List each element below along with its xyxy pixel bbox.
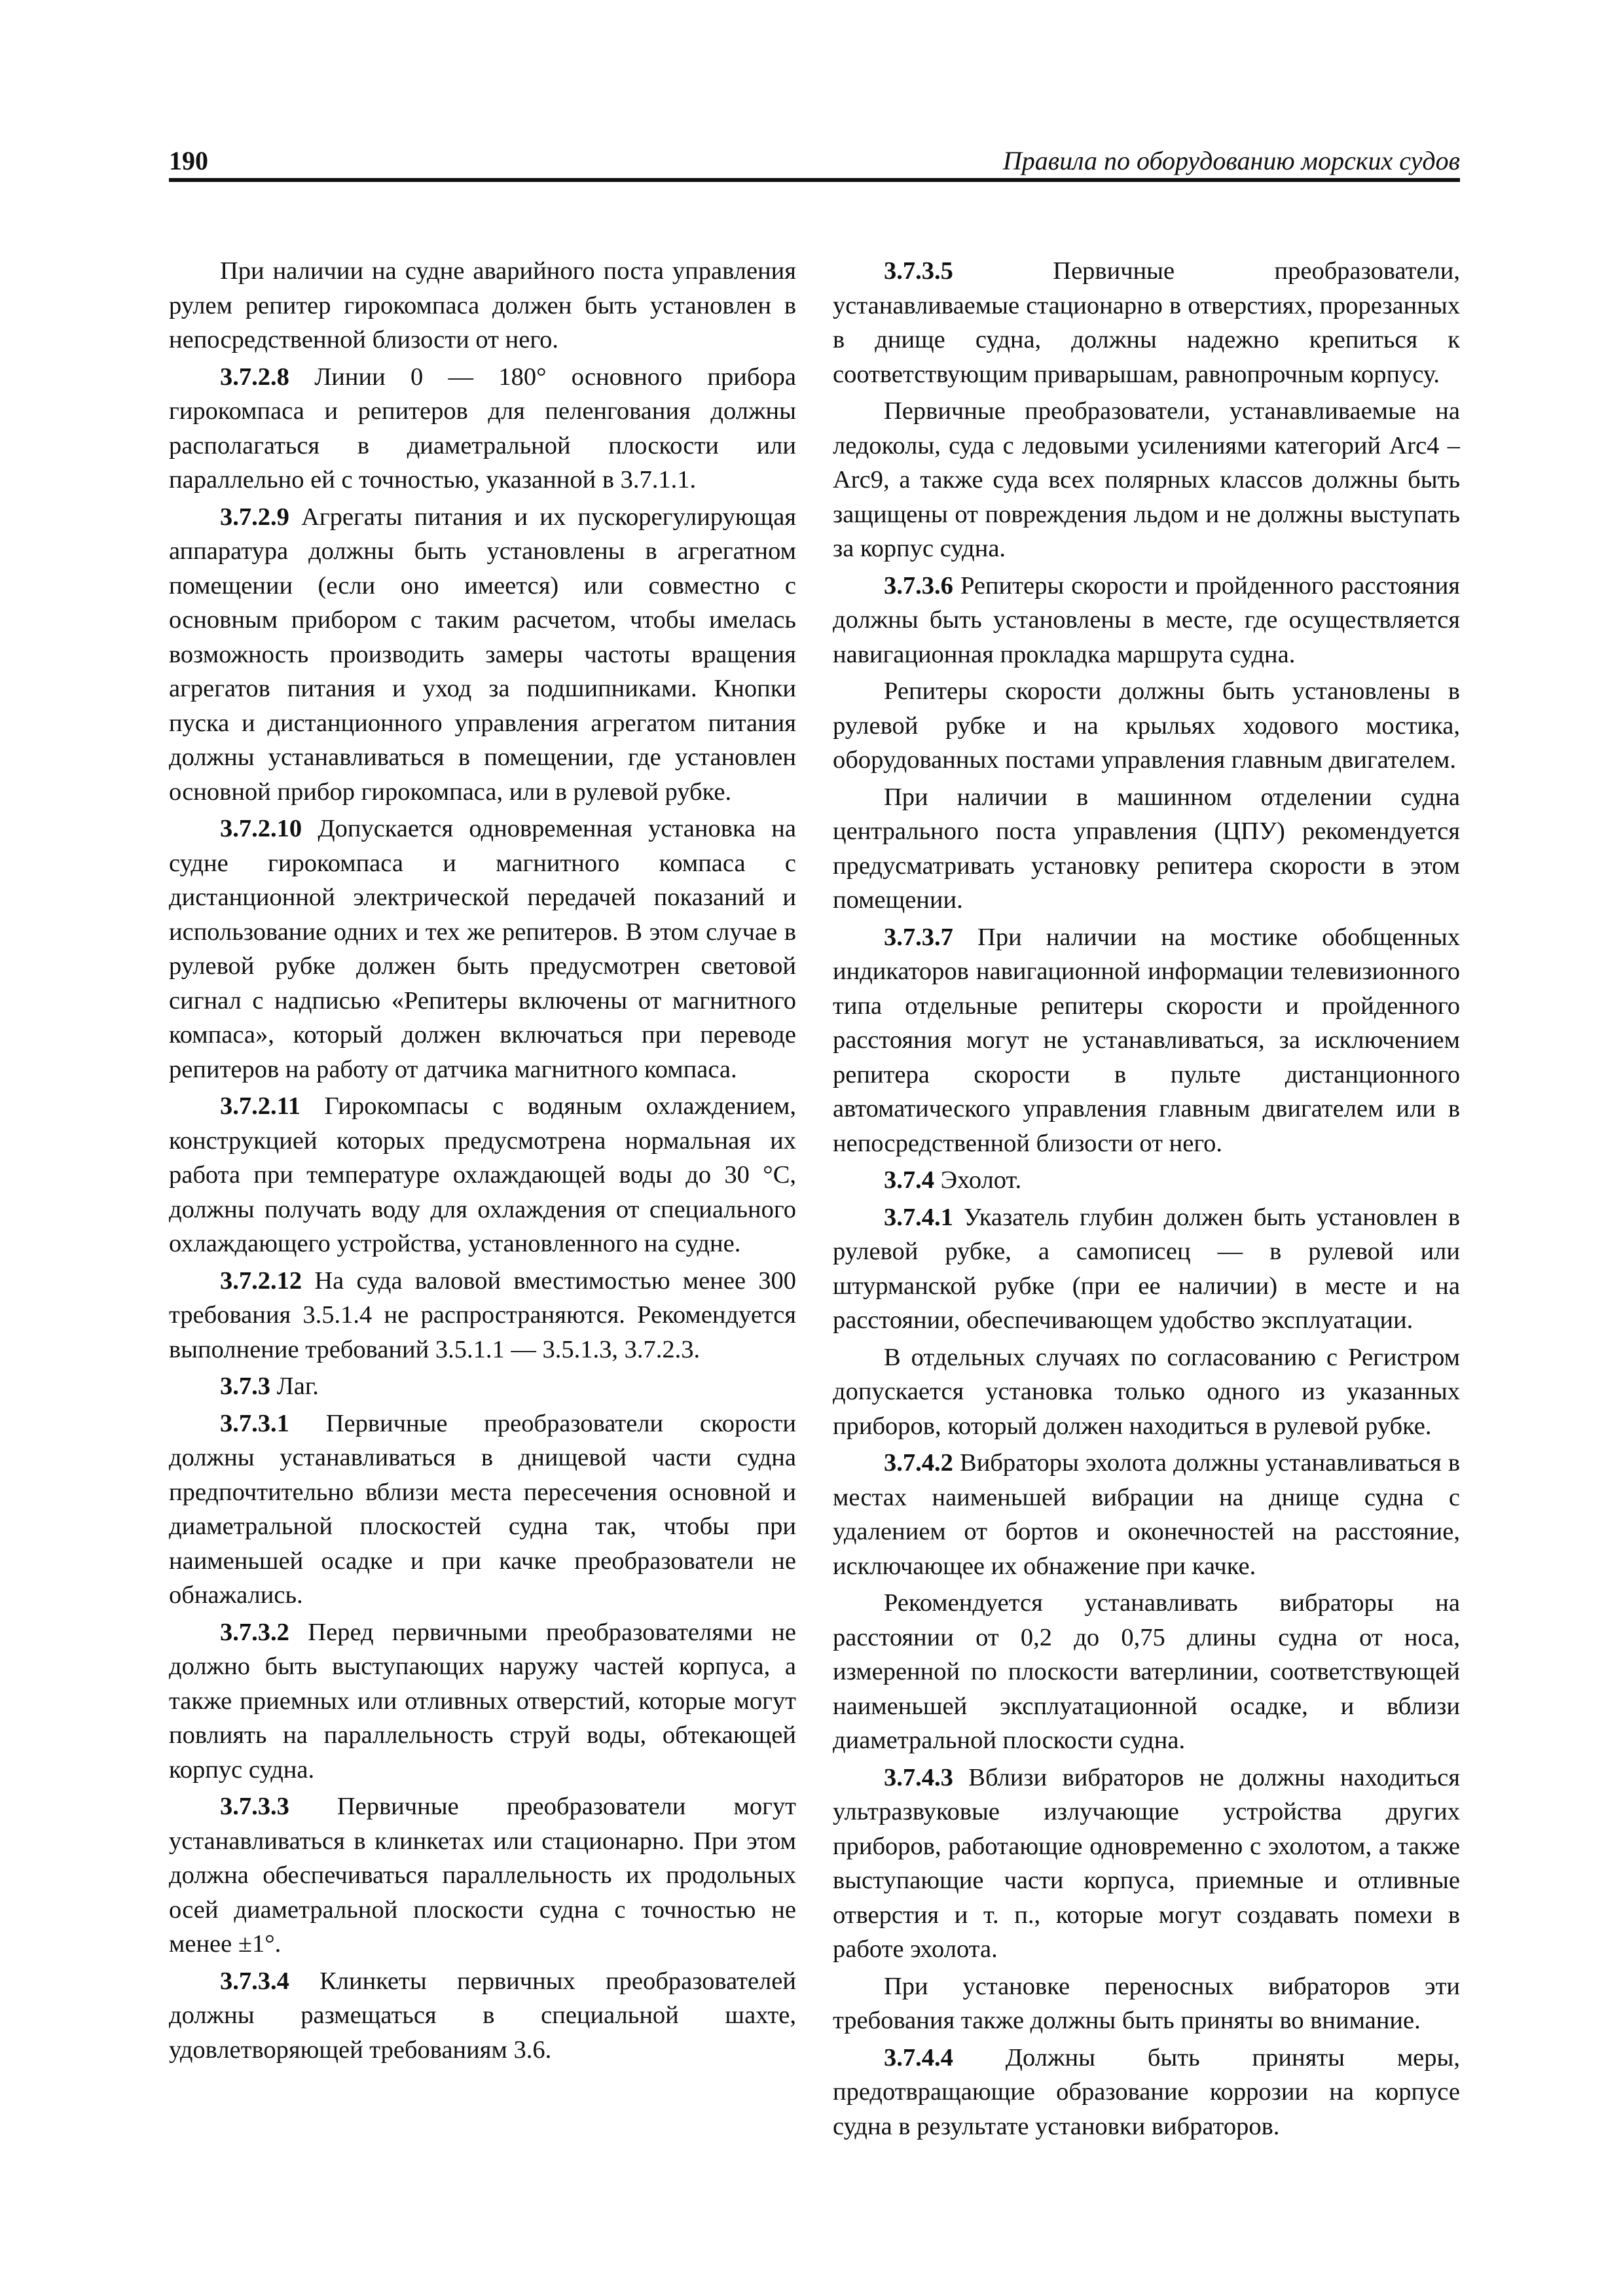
paragraph: [833, 674, 1460, 778]
paragraph: [833, 1586, 1460, 1758]
paragraph-text: Первичные преобразователи, устанавливаемые стационарно в отверстиях, прорезанных в днище судна, должны надежно крепиться к соответствующим приварышам, равнопрочным корпусу.: [833, 257, 1460, 388]
paragraph: [833, 394, 1460, 566]
paragraph: [833, 1340, 1460, 1444]
clause-number: 3.7.3.2: [220, 1618, 289, 1646]
paragraph: [833, 1446, 1460, 1583]
clause-number: 3.7.2.12: [220, 1266, 302, 1295]
paragraph: [169, 254, 796, 357]
paragraph-text: Репитеры скорости должны быть установлены в рулевой рубке и на крыльях ходового мостика, оборудованных постами управления главным двигателем.: [833, 677, 1460, 774]
clause-number: 3.7.4: [884, 1166, 934, 1194]
paragraph-text: Вибраторы эхолота должны устанавливаться в местах наименьшей вибрации на днище судна с удалением от бортов и оконечностей на расстояние, исключающее их обнажение при качке.: [833, 1449, 1460, 1580]
paragraph: [169, 1407, 796, 1613]
paragraph: [833, 1200, 1460, 1338]
paragraph-text: Эхолот.: [940, 1166, 1022, 1194]
paragraph: [833, 920, 1460, 1161]
paragraph: [833, 2041, 1460, 2144]
paragraph-text: При наличии на мостике обобщенных индикаторов навигационной информации телевизионного типа отдельные репитеры скорости и пройденного расстояния могут не устанавливаться, за исключением репитера скорости в пульте дистанционного автоматического управления главным двигателем или в непосредственной близости от него.: [833, 923, 1460, 1157]
paragraph-text: Рекомендуется устанавливать вибраторы на расстоянии от 0,2 до 0,75 длины судна от носа, измеренной по плоскости ватерлинии, соответствующей наименьшей эксплуатационной осадке, и вблизи диаметральной плоскости судна.: [833, 1589, 1460, 1754]
page-number: 190: [169, 146, 208, 175]
clause-number: 3.7.3.6: [884, 571, 953, 600]
paragraph-text: На суда валовой вместимостью менее 300 требования 3.5.1.4 не распространяются. Рекомендуется выполнение требований 3.5.1.1 — 3.5.1.3, 3.7.2.3.: [169, 1266, 797, 1363]
section-heading: [169, 1369, 796, 1404]
paragraph: [833, 780, 1460, 918]
header-rule: [169, 178, 1460, 182]
paragraph-text: Перед первичными преобразователями не должно быть выступающих наружу частей корпуса, а также приемных или отливных отверстий, которые могут повлиять на параллельность струй воды, обтекающей корпус судна.: [169, 1618, 796, 1784]
paragraph: [169, 360, 796, 497]
paragraph: [833, 1761, 1460, 1967]
paragraph-text: При установке переносных вибраторов эти требования также должны быть приняты во внимание.: [833, 1972, 1460, 2034]
paragraph-text: Первичные преобразователи могут устанавливаться в клинкетах или стационарно. При этом должна обеспечиваться параллельность их продольных осей диаметральной плоскости судна с точностью не менее ±1°.: [169, 1793, 796, 1958]
paragraph: [169, 1615, 796, 1787]
clause-number: 3.7.3.3: [220, 1793, 289, 1820]
paragraph-text: Линии 0 — 180° основного прибора гирокомпаса и репитеров для пеленгования должны располагаться в диаметральной плоскости или параллельно ей с точностью, указанной в 3.7.1.1.: [169, 363, 797, 493]
paragraph: [169, 500, 796, 810]
clause-number: 3.7.3.4: [220, 1967, 289, 1995]
left-column: [169, 254, 796, 2067]
paragraph-text: Гирокомпасы с водяным охлаждением, конструкцией которых предусмотрена нормальная их работа при температуре охлаждающей воды до 30 °С, должны получать воду для охлаждения от специального охлаждающего устройства, установленного на судне.: [169, 1092, 796, 1257]
running-title: Правила по оборудованию морских судов: [1002, 146, 1460, 175]
paragraph-text: Агрегаты питания и их пускорегулирующая аппаратура должны быть установлены в агрегатном помещении (если оно имеется) или совместно с основным прибором с таким расчетом, чтобы имелась возможность производить замеры частоты вращения агрегатов питания и уход за подшипниками. Кнопки пуска и дистанционного управления агрегатом питания должны устанавливаться в помещении, где установлен основной прибор гирокомпаса, или в рулевой рубке.: [169, 503, 796, 806]
clause-number: 3.7.3.5: [884, 257, 953, 285]
page-header: [169, 145, 1460, 182]
clause-number: 3.7.2.10: [220, 815, 302, 842]
paragraph: [169, 1964, 796, 2068]
clause-number: 3.7.4.2: [884, 1449, 953, 1477]
paragraph-text: Допускается одновременная установка на судне гирокомпаса и магнитного компаса с дистанционной электрической передачей показаний и использование одних и тех же репитеров. В этом случае в рулевой рубке должен быть предусмотрен световой сигнал с надписью «Репитеры включены от магнитного компаса», который должен включаться при переводе репитеров на работу от датчика магнитного компаса.: [169, 815, 796, 1083]
paragraph-text: Первичные преобразователи, устанавливаемые на ледоколы, суда с ледовыми усилениями категорий Arc4 – Arc9, а также суда всех полярных классов должны быть защищены от повреждения льдом и не должны выступать за корпус судна.: [833, 397, 1460, 562]
clause-number: 3.7.4.4: [884, 2043, 953, 2072]
clause-number: 3.7.3.1: [220, 1409, 289, 1437]
clause-number: 3.7.4.1: [884, 1203, 953, 1231]
paragraph-text: Указатель глубин должен быть установлен в рулевой рубке, а самописец — в рулевой или штурманской рубке (при ее наличии) в месте и на расстоянии, обеспечивающем удобство эксплуатации.: [833, 1203, 1460, 1334]
paragraph: [169, 1789, 796, 1962]
paragraph-text: Вблизи вибраторов не должны находиться ультразвуковые излучающие устройства других приборов, работающие одновременно с эхолотом, а также выступающие части корпуса, приемные и отливные отверстия и т. п., которые могут создавать помехи в работе эхолота.: [833, 1763, 1460, 1963]
paragraph: [833, 569, 1460, 672]
clause-number: 3.7.3.7: [884, 923, 953, 951]
paragraph-text: Клинкеты первичных преобразователей должны размещаться в специальной шахте, удовлетворяющей требованиям 3.6.: [169, 1967, 796, 2064]
paragraph: [169, 1089, 796, 1261]
right-column: [833, 254, 1460, 2144]
clause-number: 3.7.2.9: [220, 503, 289, 531]
paragraph-text: Первичные преобразователи скорости должны устанавливаться в днищевой части судна предпочтительно вблизи места пересечения основной и диаметральной плоскостей судна так, чтобы при наименьшей осадке и при качке преобразователи не обнажались.: [169, 1409, 796, 1609]
paragraph: [833, 254, 1460, 391]
paragraph: [169, 1264, 796, 1367]
clause-number: 3.7.4.3: [884, 1763, 953, 1791]
clause-number: 3.7.3: [220, 1372, 270, 1400]
paragraph-text: Должны быть приняты меры, предотвращающие образование коррозии на корпусе судна в результате установки вибраторов.: [833, 2043, 1461, 2140]
paragraph: [169, 812, 796, 1086]
paragraph-text: При наличии в машинном отделении судна центрального поста управления (ЦПУ) рекомендуется предусматривать установку репитера скорости в этом помещении.: [833, 783, 1460, 914]
clause-number: 3.7.2.11: [220, 1092, 301, 1120]
paragraph: [833, 1969, 1460, 2038]
paragraph-text: Репитеры скорости и пройденного расстояния должны быть установлены в месте, где осуществляется навигационная прокладка маршрута судна.: [833, 571, 1461, 668]
section-heading: [833, 1163, 1460, 1198]
paragraph-text: При наличии на судне аварийного поста управления рулем репитер гирокомпаса должен быть установлен в непосредственной близости от него.: [169, 257, 796, 353]
clause-number: 3.7.2.8: [220, 363, 289, 391]
paragraph-text: В отдельных случаях по согласованию с Регистром допускается установка только одного из указанных приборов, который должен находиться в рулевой рубке.: [833, 1343, 1460, 1440]
paragraph-text: Лаг.: [276, 1372, 319, 1400]
